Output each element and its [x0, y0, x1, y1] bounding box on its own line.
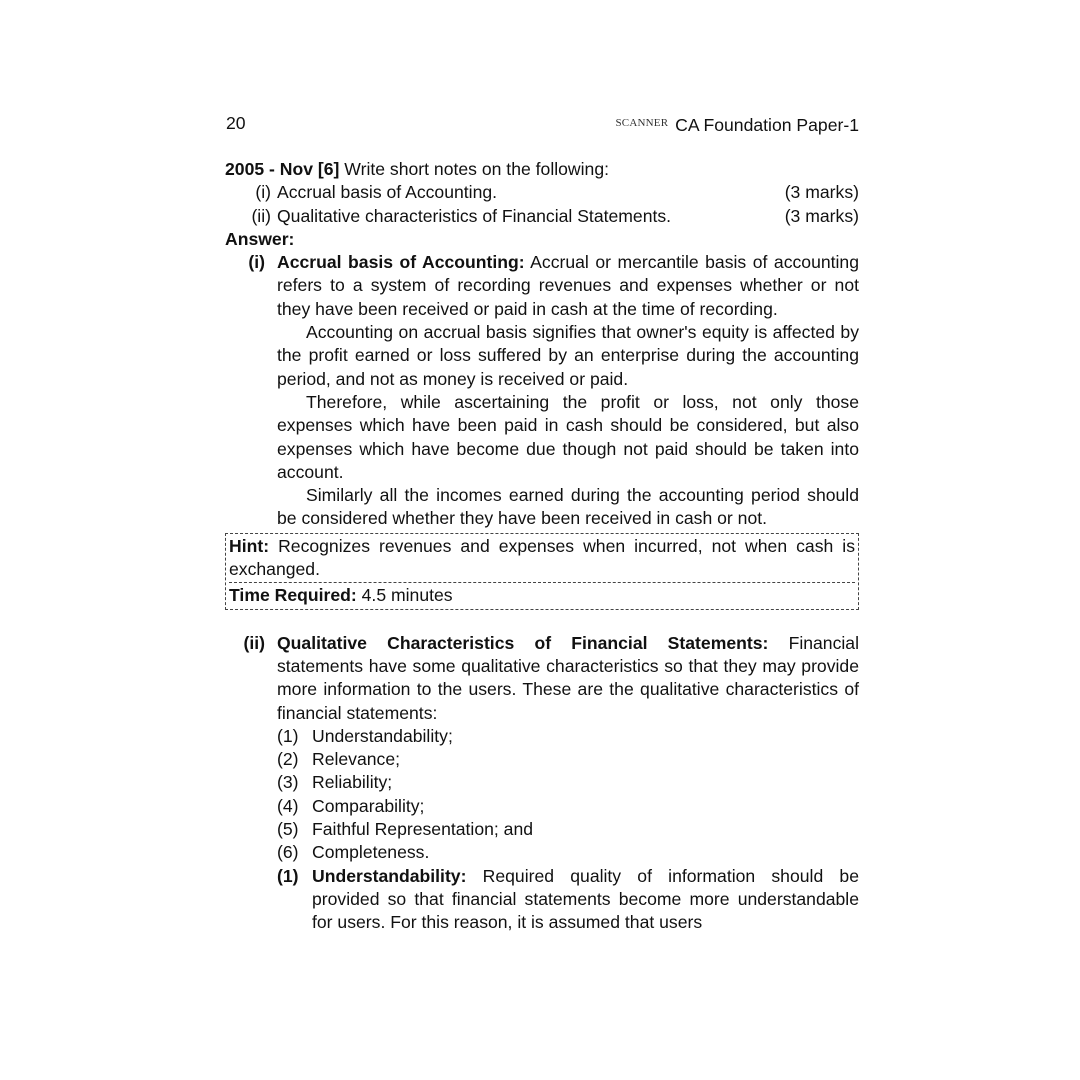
- hint-text: Recognizes revenues and expenses when incurred, not when cash is exchanged.: [229, 535, 855, 580]
- question-line: [225, 158, 859, 181]
- answer-part-1-para-1: [277, 251, 859, 321]
- question-item-marks: (3 marks): [784, 182, 859, 203]
- definition-text: Required quality of information should be provided so that financial statements become more understandable for users. For this reason, it is assumed that users: [312, 865, 859, 933]
- list-item: [277, 748, 859, 771]
- answer-part-2-heading: Qualitative Characteristics of Financial Statements:: [277, 632, 769, 653]
- question-item: [225, 181, 859, 204]
- question-item-number: (ii): [251, 205, 271, 226]
- document-page: [225, 112, 859, 935]
- answer-part-1-heading: Accrual basis of Accounting:: [277, 252, 525, 273]
- question-item: [225, 205, 859, 228]
- question-text: Write short notes on the following:: [344, 159, 609, 179]
- answer-part-2-number: (ii): [243, 632, 265, 653]
- hint-row: [229, 534, 855, 583]
- definition-number: (1): [277, 865, 299, 886]
- answer-part-2: [225, 632, 859, 935]
- question-ref: 2005 - Nov [6]: [225, 159, 340, 179]
- time-required-value: 4.5 minutes: [361, 585, 453, 606]
- question-item-text: Accrual basis of Accounting.: [277, 182, 498, 203]
- list-item-number: (1): [277, 725, 299, 746]
- answer-part-1: [225, 251, 859, 531]
- list-item-number: (4): [277, 795, 299, 816]
- list-item: [277, 795, 859, 818]
- list-item-text: Completeness.: [312, 842, 430, 863]
- answer-part-1-para-4: Similarly all the incomes earned during the accounting period should be considered whether they have been received in cash or not.: [277, 485, 859, 529]
- list-item-number: (2): [277, 749, 299, 770]
- list-item-text: Relevance;: [312, 749, 401, 770]
- answer-part-2-intro-text: Financial statements have some qualitative characteristics so that they may provide more information to the users. These are the qualitative characteristics of financial statements:: [277, 632, 859, 723]
- definition-understandability: [277, 865, 859, 935]
- definition-heading: Understandability:: [312, 865, 467, 886]
- list-item-number: (6): [277, 842, 299, 863]
- list-item: [277, 841, 859, 864]
- list-item-text: Reliability;: [312, 772, 393, 793]
- page-header: [225, 112, 859, 136]
- question-item-number: (i): [255, 182, 271, 203]
- question-item-marks: (3 marks): [784, 205, 859, 226]
- list-item: [277, 725, 859, 748]
- time-required-label: Time Required:: [229, 585, 357, 606]
- section-spacer: [225, 610, 859, 632]
- answer-part-1-number: (i): [248, 252, 265, 273]
- header-title-group: [615, 112, 859, 137]
- list-item-number: (3): [277, 772, 299, 793]
- list-item-text: Comparability;: [312, 795, 425, 816]
- answer-part-2-intro: [277, 632, 859, 725]
- list-item: [277, 818, 859, 841]
- page-number: 20: [226, 113, 246, 133]
- hint-label: Hint:: [229, 535, 270, 556]
- scanner-logo: SCANNER: [615, 117, 669, 129]
- time-required-row: [229, 582, 855, 608]
- answer-part-1-para-3: Therefore, while ascertaining the profit or loss, not only those expenses which have been paid in cash should be considered, but also expenses which have become due though not paid should be taken into account.: [277, 391, 859, 482]
- list-item: [277, 771, 859, 794]
- question-item-text: Qualitative characteristics of Financial Statements.: [277, 205, 672, 226]
- answer-part-1-para-1-text: Accrual or mercantile basis of accounting refers to a system of recording revenues and expenses whether or not they have been received or paid in cash at the time of recording.: [277, 252, 860, 319]
- list-item-text: Understandability;: [312, 725, 453, 746]
- list-item-text: Faithful Representation; and: [312, 819, 534, 840]
- book-title: CA Foundation Paper-1: [675, 115, 859, 135]
- hint-box: [225, 533, 859, 610]
- list-item-number: (5): [277, 819, 299, 840]
- answer-label: Answer:: [225, 228, 295, 249]
- answer-part-1-para-2: Accounting on accrual basis signifies that owner's equity is affected by the profit earned or loss suffered by an enterprise during the accounting period, and not as money is received or paid.: [277, 322, 859, 389]
